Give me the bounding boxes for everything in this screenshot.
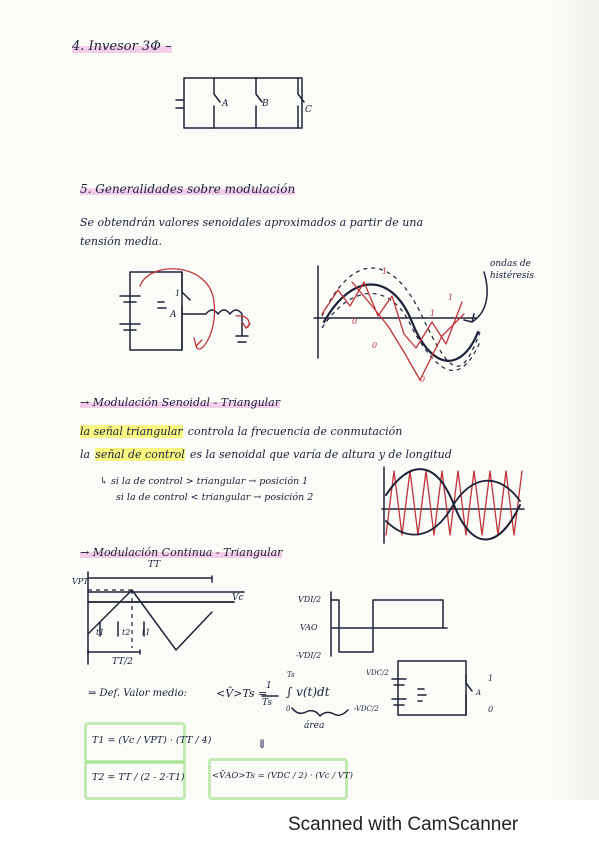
- senoidal-line-1-rest: controla la frecuencia de conmutación: [187, 425, 403, 438]
- graph-mark-4: 0: [372, 341, 378, 350]
- graph-mark-2: 0: [352, 317, 358, 326]
- senoidal-rule-2: si la de control < triangular → posición 2: [116, 492, 314, 503]
- section-4-title: 4. Invesor 3Φ –: [72, 39, 172, 54]
- inverter-3phase-diagram: [170, 70, 320, 140]
- average-integral: ∫ v(t)dt: [286, 685, 330, 699]
- vao-label: VAO: [300, 623, 318, 632]
- integral-upper-limit: Ts: [287, 671, 295, 679]
- circuit-neg-vdc-half-label: -VDC/2: [354, 705, 379, 713]
- footer-bar: [0, 800, 599, 848]
- circuit-vdc-half-label: VDC/2: [366, 669, 389, 677]
- section-5-text-line-1: Se obtendrán valores senoidales aproximados a partir de una: [80, 216, 424, 229]
- senoidal-line-2-rest: es la senoidal que varía de altura y de longitud: [189, 448, 452, 461]
- implies-arrow: ⇓: [257, 737, 268, 751]
- t1-formula: T1 = (Vc / VPT) · (TT / 4): [92, 735, 212, 746]
- senoidal-heading: → Modulación Senoidal - Triangular: [80, 396, 280, 409]
- vdi-half-label: VDI/2: [298, 595, 322, 604]
- area-underbrace: [290, 706, 350, 720]
- tt-half-label: TT/2: [112, 657, 133, 667]
- circuit-pos-1-small: 1: [488, 674, 494, 683]
- circuit-node-a-small: A: [476, 689, 482, 697]
- t-label-2: t2: [122, 628, 131, 637]
- camscanner-watermark: Scanned with CamScanner: [288, 814, 519, 835]
- graph-mark-5: 1: [448, 293, 454, 302]
- vao-formula: <V̄AO>Ts = (VDC / 2) · (Vc / VT): [212, 771, 353, 781]
- average-value-lhs: <V̄>Ts =: [216, 687, 268, 700]
- graph-mark-6: 0: [420, 375, 426, 384]
- senoidal-line-2-pre: la: [80, 448, 91, 461]
- senoidal-line-1: [80, 420, 402, 439]
- vao-square-waveform: [325, 590, 455, 660]
- average-fraction-denominator: Ts: [262, 698, 272, 708]
- half-bridge-circuit-diagram: [110, 262, 270, 362]
- senoidal-line-2-highlight: señal de control: [95, 448, 185, 461]
- area-note: área: [304, 721, 325, 731]
- neg-vdi-half-label: -VDI/2: [296, 651, 322, 660]
- t2-formula: T2 = TT / (2 - 2·T1): [92, 772, 185, 783]
- t-label-3: t1: [142, 628, 151, 637]
- period-tt-label: TT: [148, 560, 161, 570]
- vpt-label: VPT: [72, 577, 89, 586]
- switch-label-b: B: [262, 99, 269, 109]
- circuit-pos-0-small: 0: [488, 705, 494, 714]
- average-fraction-numerator: 1: [266, 681, 272, 691]
- hysteresis-note-line-1: ondas de: [490, 259, 531, 269]
- integral-lower-limit: 0: [286, 705, 291, 713]
- section-5-text-line-2: tensión media.: [80, 235, 162, 248]
- hysteresis-note-line-2: histéresis: [490, 271, 534, 281]
- senoidal-rule-1: ↳ si la de control > triangular → posición 1: [100, 476, 309, 487]
- vc-label: Vc: [232, 593, 244, 603]
- graph-mark-1: 1: [382, 267, 388, 276]
- senoidal-line-1-highlight: la señal triangular: [80, 425, 183, 438]
- switch-label-a: A: [222, 99, 229, 109]
- t-label-1: t1: [96, 628, 105, 637]
- circuit-node-a: A: [170, 310, 177, 320]
- section-5-title: 5. Generalidades sobre modulación: [80, 182, 296, 196]
- sine-triangle-comparison-graph: [380, 465, 526, 545]
- graph-mark-3: 1: [430, 309, 436, 318]
- senoidal-line-2: [80, 443, 452, 462]
- average-value-definition: ⇒ Def. Valor medio:: [88, 688, 188, 699]
- continua-heading: → Modulación Continua - Triangular: [80, 546, 283, 559]
- circuit-position-1: 1: [175, 289, 181, 298]
- continuous-triangular-graph: [84, 572, 254, 672]
- switch-label-c: C: [305, 105, 312, 115]
- hysteresis-waveform-graph: [312, 262, 492, 382]
